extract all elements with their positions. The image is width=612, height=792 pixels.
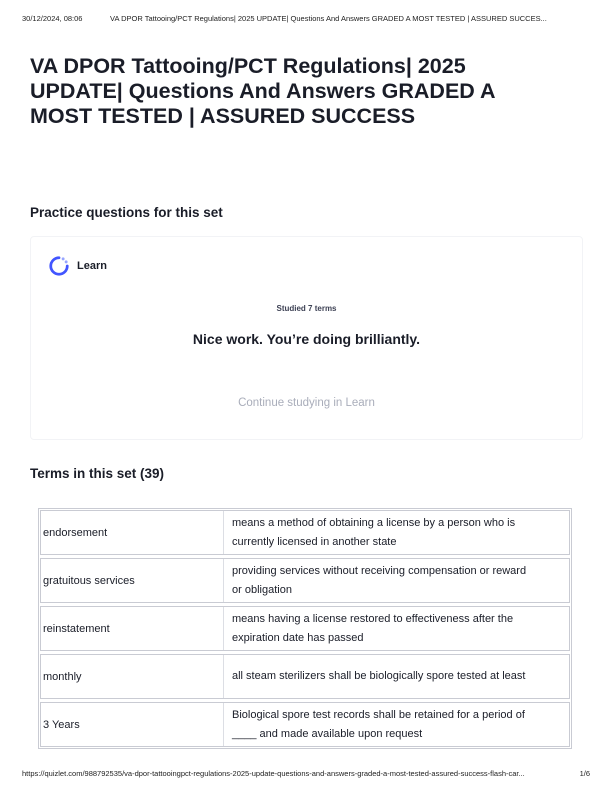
term-cell: endorsement xyxy=(41,511,224,554)
learn-card xyxy=(30,236,583,440)
term-row xyxy=(40,702,570,747)
term-row xyxy=(40,606,570,651)
definition-cell: means a method of obtaining a license by a person who is currently licensed in another state xyxy=(232,516,516,548)
terms-heading: Terms in this set (39) xyxy=(30,466,165,481)
print-footer xyxy=(22,769,590,778)
continue-learn-button[interactable]: Continue studying in Learn xyxy=(238,397,375,409)
definition-cell: Biological spore test records shall be retained for a period of ____ and made available upon request xyxy=(232,708,525,740)
learn-icon xyxy=(48,255,70,277)
term-row xyxy=(40,510,570,555)
definition-cell: means having a license restored to effectiveness after the expiration date has passed xyxy=(232,612,514,644)
term-cell: gratuitous services xyxy=(41,559,224,602)
practice-heading: Practice questions for this set xyxy=(30,205,223,220)
print-title: VA DPOR Tattooing/PCT Regulations| 2025 UPDATE| Questions And Answers GRADED A MOST TESTED | ASSURED SUCCES... xyxy=(110,14,547,23)
learn-label: Learn xyxy=(77,260,107,272)
term-cell: reinstatement xyxy=(41,607,224,650)
term-row xyxy=(40,654,570,699)
term-cell: 3 Years xyxy=(41,703,224,746)
term-cell: monthly xyxy=(41,655,224,698)
print-date: 30/12/2024, 08:06 xyxy=(22,14,83,23)
print-header xyxy=(22,14,590,23)
term-row xyxy=(40,558,570,603)
page-url: https://quizlet.com/988792535/va-dpor-tattooingpct-regulations-2025-update-questions-and-answers-graded-a-most-tested-assured-success-flash-car... xyxy=(22,769,525,778)
page-number: 1/6 xyxy=(579,769,590,778)
page-title: VA DPOR Tattooing/PCT Regulations| 2025 UPDATE| Questions And Answers GRADED A MOST TESTED | ASSURED SUCCESS xyxy=(30,54,495,128)
definition-cell: providing services without receiving compensation or reward or obligation xyxy=(232,564,527,596)
terms-table xyxy=(38,508,572,749)
progress-message: Nice work. You’re doing brilliantly. xyxy=(192,331,421,347)
studied-count: Studied 7 terms xyxy=(276,304,337,313)
learn-mode-button[interactable] xyxy=(48,255,107,277)
definition-cell: all steam sterilizers shall be biologically spore tested at least xyxy=(232,670,526,682)
